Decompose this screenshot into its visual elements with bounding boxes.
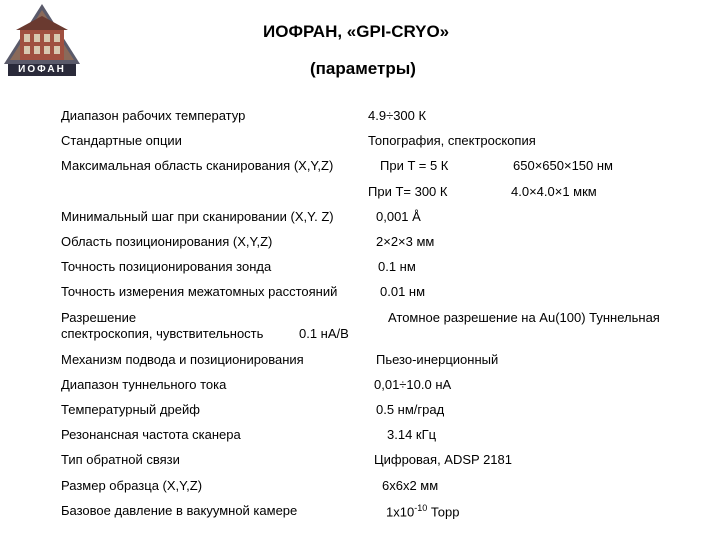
param-value: 650×650×150 нм <box>513 158 613 173</box>
param-label: Разрешение <box>61 310 137 325</box>
institute-logo <box>2 2 82 78</box>
param-value: 6х6х2 мм <box>382 478 439 493</box>
param-value: 0.1 нА/В <box>299 326 349 341</box>
param-value: Пьезо-инерционный <box>376 352 499 367</box>
param-label: Точность измерения межатомных расстояний <box>61 284 338 299</box>
param-label: Минимальный шаг при сканировании (X,Y. Z) <box>61 209 334 224</box>
page-title: ИОФРАН, «GPI-CRYO» <box>263 22 450 41</box>
param-value: Цифровая, ADSP 2181 <box>374 452 512 467</box>
param-value: 0,01÷10.0 нА <box>374 377 452 392</box>
param-value: 2×2×3 мм <box>376 234 435 249</box>
param-label: Температурный дрейф <box>61 402 200 417</box>
param-label: Механизм подвода и позиционирования <box>61 352 304 367</box>
param-label: Диапазон туннельного тока <box>61 377 227 392</box>
param-label: Точность позиционирования зонда <box>61 259 272 274</box>
param-value: 0.1 нм <box>378 259 416 274</box>
param-label: Диапазон рабочих температур <box>61 108 246 123</box>
param-value <box>386 503 459 519</box>
param-value: 0,001 Å <box>376 209 421 224</box>
page-subtitle: (параметры) <box>310 59 416 78</box>
param-value: 3.14 кГц <box>387 427 437 442</box>
pressure-base: 1х10 <box>386 504 415 520</box>
param-value: 0.5 нм/град <box>376 402 445 417</box>
pressure-unit: Торр <box>427 504 460 520</box>
param-value: 4.0×4.0×1 мкм <box>511 184 597 199</box>
param-label: спектроскопия, чувствительность <box>61 326 264 341</box>
param-label: Тип обратной связи <box>61 452 180 467</box>
param-label: Область позиционирования (X,Y,Z) <box>61 234 273 249</box>
param-label: Стандартные опции <box>61 133 182 148</box>
param-label: Максимальная область сканирования (X,Y,Z) <box>61 158 334 173</box>
pressure-exponent: -10 <box>414 503 428 513</box>
logo-text: ИОФАН <box>18 64 66 75</box>
param-label: Базовое давление в вакуумной камере <box>61 503 298 518</box>
param-label: Резонансная частота сканера <box>61 427 241 442</box>
param-value: 4.9÷300 К <box>368 108 427 123</box>
param-value: Топография, спектроскопия <box>368 133 536 148</box>
param-value: Атомное разрешение на Au(100) Туннельная <box>388 310 660 325</box>
param-value: 0.01 нм <box>380 284 426 299</box>
param-condition: При T= 300 К <box>368 184 448 199</box>
param-condition: При T = 5 К <box>380 158 449 173</box>
param-label: Размер образца (X,Y,Z) <box>61 478 203 493</box>
